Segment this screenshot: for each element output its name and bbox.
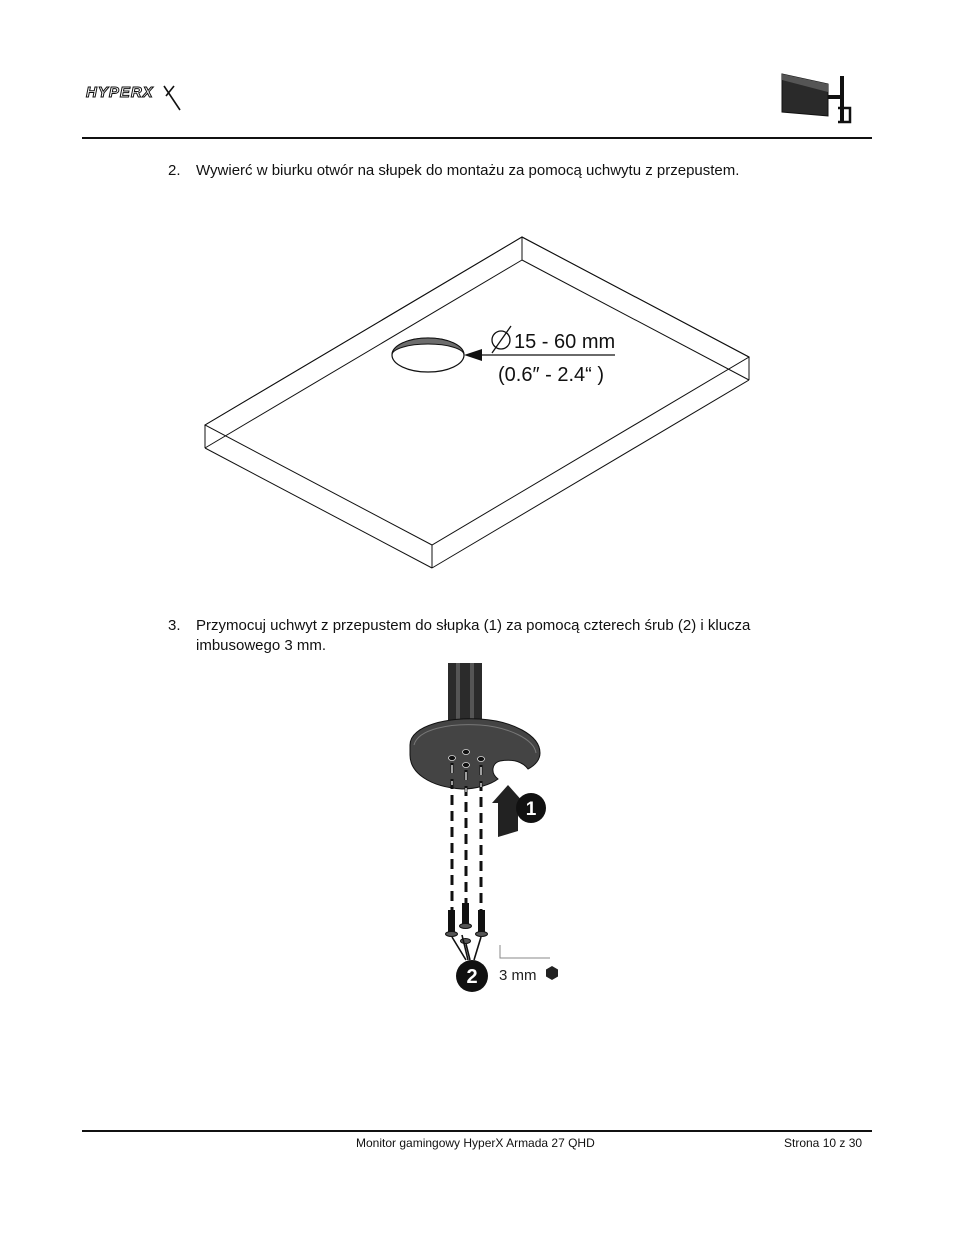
footer-document-title: Monitor gamingowy HyperX Armada 27 QHD xyxy=(356,1136,595,1150)
step-text: Wywierć w biurku otwór na słupek do montażu za pomocą uchwytu z przepustem. xyxy=(196,162,740,179)
callout-1-badge xyxy=(516,793,546,823)
wrench-size-label: 3 mm xyxy=(499,967,537,984)
hyperx-logo-text: HYPERX xyxy=(86,84,154,101)
desk-hole xyxy=(392,338,464,372)
header-rule xyxy=(82,137,872,139)
header xyxy=(0,0,954,140)
grommet-mount-figure xyxy=(400,655,570,995)
dimension-inch-label: (0.6″ - 2.4“ ) xyxy=(498,364,604,386)
hyperx-logo xyxy=(84,80,184,112)
dimension-mm-label: 15 - 60 mm xyxy=(514,331,616,353)
footer-page-number: Strona 10 z 30 xyxy=(784,1136,863,1150)
step-number: 2. xyxy=(168,162,181,179)
step-number: 3. xyxy=(168,617,181,634)
footer-rule xyxy=(82,1130,872,1132)
callout-1-text: 1 xyxy=(525,799,537,820)
step-text: Przymocuj uchwyt z przepustem do słupka (1) za pomocą czterech śrub (2) i klucza imbusowego 3 mm. xyxy=(196,617,751,654)
allen-key-icon xyxy=(500,945,550,958)
desk-hole-figure xyxy=(200,230,760,575)
callout-2-text: 2 xyxy=(466,966,478,988)
callout-2-badge xyxy=(456,960,488,992)
hex-icon xyxy=(546,966,558,980)
step-2 xyxy=(168,161,848,181)
step-3 xyxy=(168,616,848,658)
diameter-icon xyxy=(492,326,511,353)
grommet-plate xyxy=(410,719,540,789)
monitor-arm-icon xyxy=(778,68,854,126)
